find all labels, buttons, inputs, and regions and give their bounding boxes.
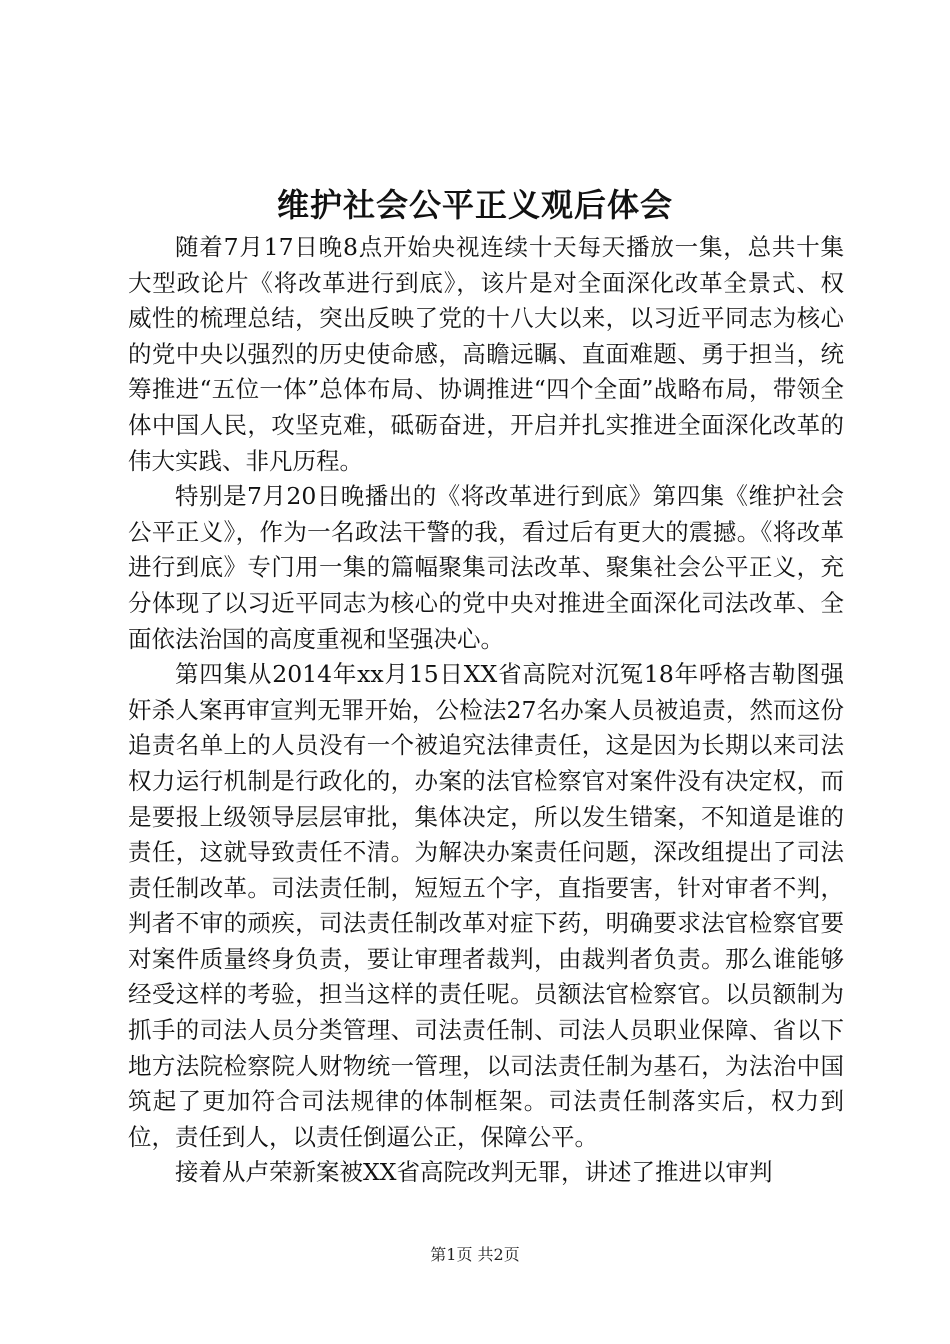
page-footer: 第1页 共2页 — [430, 1245, 520, 1264]
paragraph-1: 随着7月17日晚8点开始央视连续十天每天播放一集，总共十集大型政论片《将改革进行到底》，该片是对全面深化改革全景式、权威性的梳理总结，突出反映了党的十八大以来，以习近平同志为核心的党中央以强烈的历史使命感，高瞻远瞩、直面难题、勇于担当，统筹推进“五位一体”总体布局、协调推进“四个全面”战略布局，带领全体中国人民，攻坚克难，砥砺奋进，开启并扎实推进全面深化改革的伟大实践、非凡历程。 — [128, 233, 844, 475]
document-body — [128, 230, 844, 1191]
document-title: 维护社会公平正义观后体会 — [276, 186, 673, 224]
paragraph-3: 第四集从2014年xx月15日XX省高院对沉冤18年呼格吉勒图强奸杀人案再审宣判无罪开始，公检法27名办案人员被追责，然而这份追责名单上的人员没有一个被追究法律责任，这是因为长期以来司法权力运行机制是行政化的，办案的法官检察官对案件没有决定权，而是要报上级领导层层审批，集体决定，所以发生错案，不知道是谁的责任，这就导致责任不清。为解决办案责任问题，深改组提出了司法责任制改革。司法责任制，短短五个字，直指要害，针对审者不判，判者不审的顽疾，司法责任制改革对症下药，明确要求法官检察官要对案件质量终身负责，要让审理者裁判，由裁判者负责。那么谁能够经受这样的考验，担当这样的责任呢。员额法官检察官。以员额制为抓手的司法人员分类管理、司法责任制、司法人员职业保障、省以下地方法院检察院人财物统一管理，以司法责任制为基石，为法治中国筑起了更加符合司法规律的体制框架。司法责任制落实后，权力到位，责任到人，以责任倒逼公正，保障公平。 — [128, 660, 844, 1151]
paragraph-4: 接着从卢荣新案被XX省高院改判无罪，讲述了推进以审判 — [175, 1158, 773, 1187]
paragraph-2: 特别是7月20日晚播出的《将改革进行到底》第四集《维护社会公平正义》，作为一名政法干警的我，看过后有更大的震撼。《将改革进行到底》专门用一集的篇幅聚集司法改革、聚集社会公平正义，充分体现了以习近平同志为核心的党中央对推进全面深化司法改革、全面依法治国的高度重视和坚强决心。 — [128, 482, 844, 653]
